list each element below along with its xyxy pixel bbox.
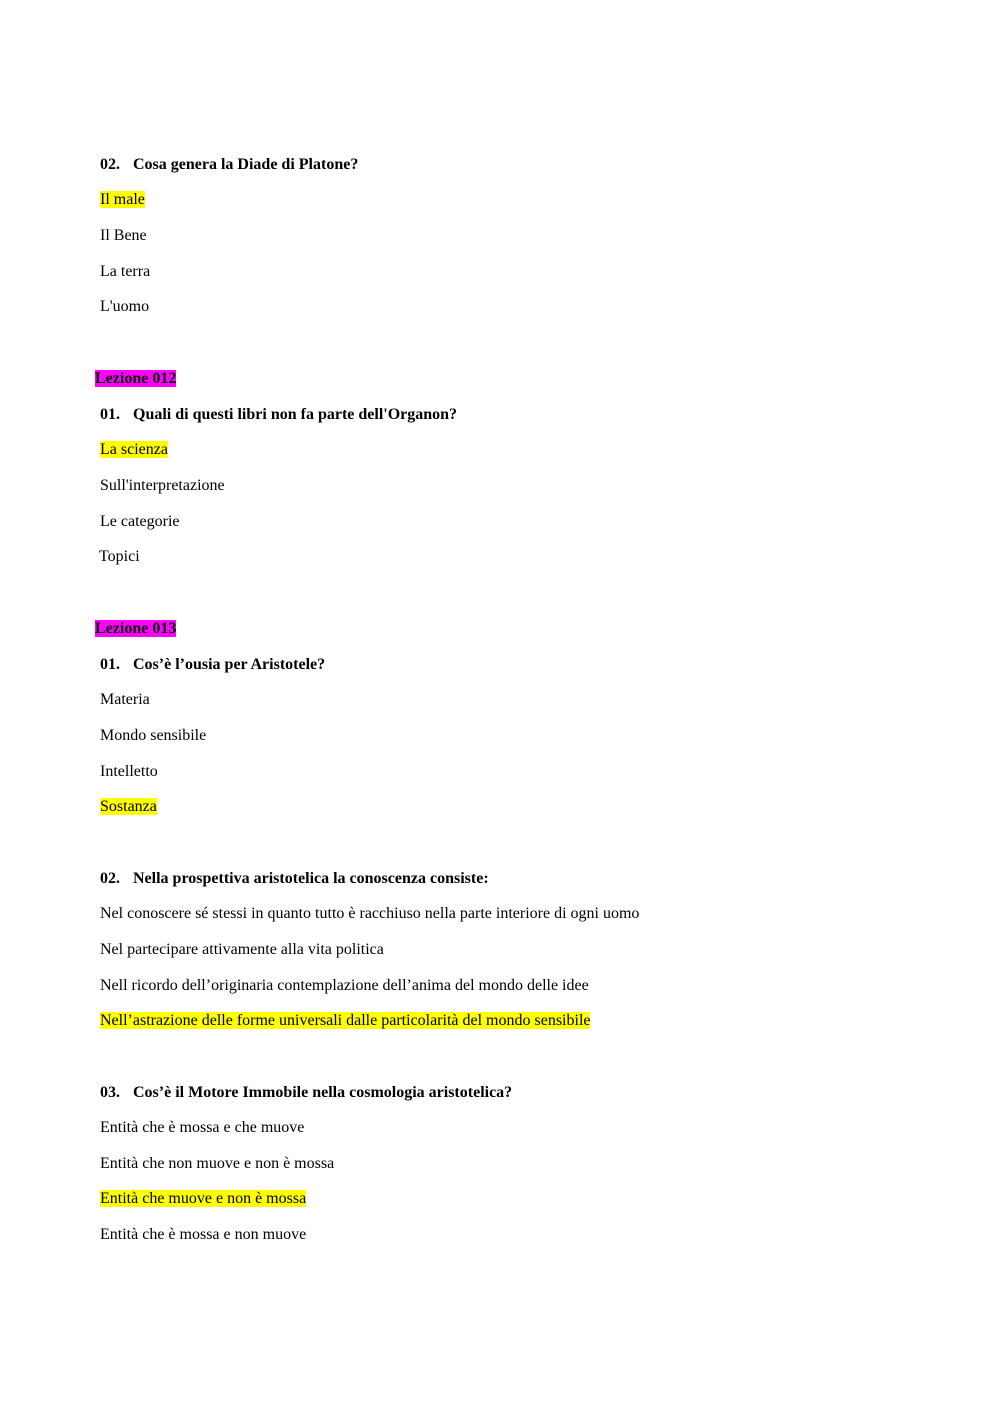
answer-option-correct — [100, 1189, 306, 1209]
question-heading — [100, 1083, 512, 1103]
question-text: Cos’è il Motore Immobile nella cosmologia aristotelica? — [133, 1084, 513, 1101]
answer-option-correct — [100, 1011, 590, 1031]
answer-option: Nel conoscere sé stessi in quanto tutto è racchiuso nella parte interiore di ogni uomo — [100, 905, 640, 922]
question-heading — [100, 869, 489, 889]
answer-option: Entità che non muove e non è mossa — [100, 1155, 335, 1172]
question-number: 01. — [100, 656, 120, 673]
question-number: 02. — [100, 870, 120, 887]
answer-option-correct — [100, 190, 145, 210]
question-heading — [100, 405, 457, 425]
answer-option-correct — [100, 440, 168, 460]
question-number: 03. — [100, 1084, 120, 1101]
answer-option: Nel partecipare attivamente alla vita politica — [100, 941, 384, 958]
answer-option: Sull'interpretazione — [100, 477, 225, 494]
answer-option: La terra — [100, 263, 151, 280]
answer-text: Il male — [100, 191, 145, 208]
question-number: 02. — [100, 156, 120, 173]
answer-option: Entità che è mossa e che muove — [100, 1119, 305, 1136]
answer-option: Le categorie — [100, 513, 180, 530]
question-heading — [100, 655, 325, 675]
question-text: Nella prospettiva aristotelica la conoscenza consiste: — [133, 870, 489, 887]
answer-option: Il Bene — [100, 227, 147, 244]
lesson-title: Lezione 013 — [95, 620, 177, 637]
answer-option-correct — [100, 797, 157, 817]
lesson-title: Lezione 012 — [95, 370, 177, 387]
answer-option: Entità che è mossa e non muove — [100, 1226, 307, 1243]
question-text: Quali di questi libri non fa parte dell'Organon? — [133, 406, 458, 423]
lesson-heading — [95, 369, 176, 389]
answer-option: Mondo sensibile — [100, 727, 207, 744]
answer-option: Materia — [100, 691, 150, 708]
answer-text: Sostanza — [100, 798, 157, 815]
answer-text: La scienza — [100, 441, 168, 458]
answer-option: Nell ricordo dell’originaria contemplazione dell’anima del mondo delle idee — [100, 977, 589, 994]
question-text: Cos’è l’ousia per Aristotele? — [133, 656, 326, 673]
answer-text: Nell’astrazione delle forme universali dalle particolarità del mondo sensibile — [100, 1012, 591, 1029]
lesson-heading — [95, 619, 176, 639]
answer-text: Entità che muove e non è mossa — [100, 1190, 307, 1207]
question-number: 01. — [100, 406, 120, 423]
answer-option: Intelletto — [100, 763, 158, 780]
question-text: Cosa genera la Diade di Platone? — [133, 156, 359, 173]
question-heading — [100, 155, 358, 175]
answer-option: L'uomo — [100, 298, 150, 315]
answer-option: Topici — [99, 548, 140, 565]
